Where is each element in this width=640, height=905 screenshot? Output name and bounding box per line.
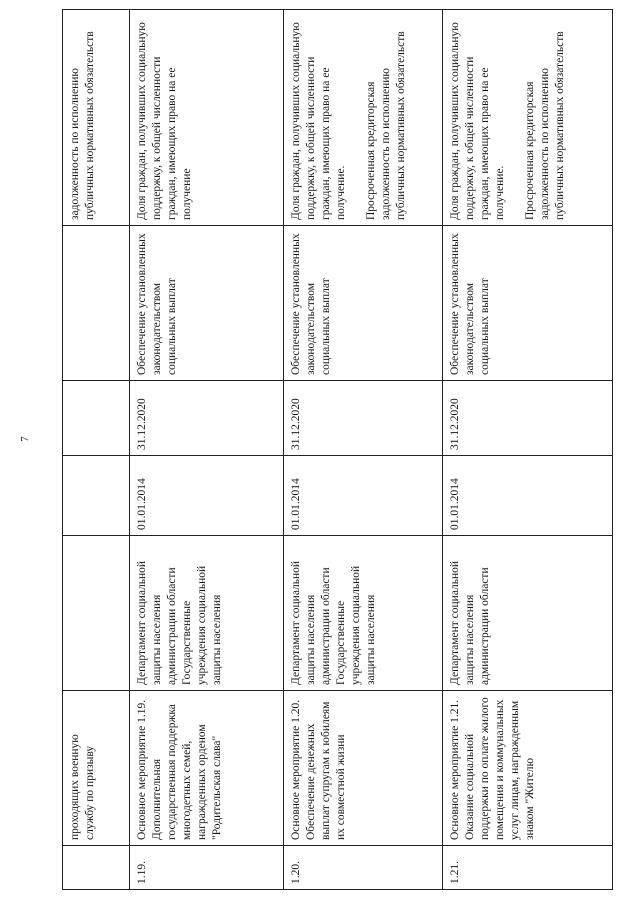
table-row xyxy=(284,10,443,890)
cell-number xyxy=(63,846,130,890)
cell-start-date: 01.01.2014 xyxy=(130,456,284,536)
cell-number: 1.20. xyxy=(284,846,443,890)
rotated-table-wrapper xyxy=(62,10,612,890)
cell-end-date: 31.12.2020 xyxy=(284,381,443,456)
cell-executor: Департамент социальной защиты населения администрации области Государственные учреждения социальной защиты населения xyxy=(130,536,284,691)
cell-indicator: Доля граждан, получивших социальную поддержку, к общей численности граждан, имеющих право на ее получение. Просроченная кредиторская задолженность по исполнению публичных нормативных обязательств xyxy=(284,10,443,226)
cell-executor: Департамент социальной защиты населения администрации области xyxy=(443,536,613,691)
cell-measure-name: Основное мероприятие 1.20. Обеспечение денежных выплат супругам к юбилеям их совместной жизни xyxy=(284,691,443,846)
cell-number: 1.19. xyxy=(130,846,284,890)
table-row xyxy=(63,10,130,890)
cell-indicator: Доля граждан, получивших социальную поддержку, к общей численности граждан, имеющих право на ее получение xyxy=(130,10,284,226)
table-row xyxy=(130,10,284,890)
cell-executor xyxy=(63,536,130,691)
cell-measure-name: Основное мероприятие 1.21. Оказание социальной поддержки по оплате жилого помещения и коммунальных услуг лицам, награжденным знаком "Жителю xyxy=(443,691,613,846)
program-measures-table xyxy=(62,9,613,890)
cell-indicator: Доля граждан, получивших социальную поддержку, к общей численности граждан, имеющих право на ее получение. Просроченная кредиторская задолженность по исполнению публичных нормативных обязательств xyxy=(443,10,613,226)
cell-expected-result: Обеспечение установленных законодательством социальных выплат xyxy=(443,226,613,381)
cell-expected-result: Обеспечение установленных законодательством социальных выплат xyxy=(284,226,443,381)
table-row xyxy=(443,10,613,890)
cell-executor: Департамент социальной защиты населения администрации области Государственные учреждения социальной защиты населения xyxy=(284,536,443,691)
cell-measure-name: Основное мероприятие 1.19. Дополнительная государственная поддержка многодетных семей, награжденных орденом "Родительская слава" xyxy=(130,691,284,846)
cell-end-date: 31.12.2020 xyxy=(130,381,284,456)
cell-expected-result xyxy=(63,226,130,381)
cell-end-date xyxy=(63,381,130,456)
cell-start-date: 01.01.2014 xyxy=(443,456,613,536)
cell-expected-result: Обеспечение установленных законодательством социальных выплат xyxy=(130,226,284,381)
cell-measure-name: проходящих военную службу по призыву xyxy=(63,691,130,846)
cell-start-date xyxy=(63,456,130,536)
cell-number: 1.21. xyxy=(443,846,613,890)
cell-indicator: задолженность по исполнению публичных нормативных обязательств xyxy=(63,10,130,226)
cell-end-date: 31.12.2020 xyxy=(443,381,613,456)
cell-start-date: 01.01.2014 xyxy=(284,456,443,536)
page-number: 7 xyxy=(19,436,31,442)
